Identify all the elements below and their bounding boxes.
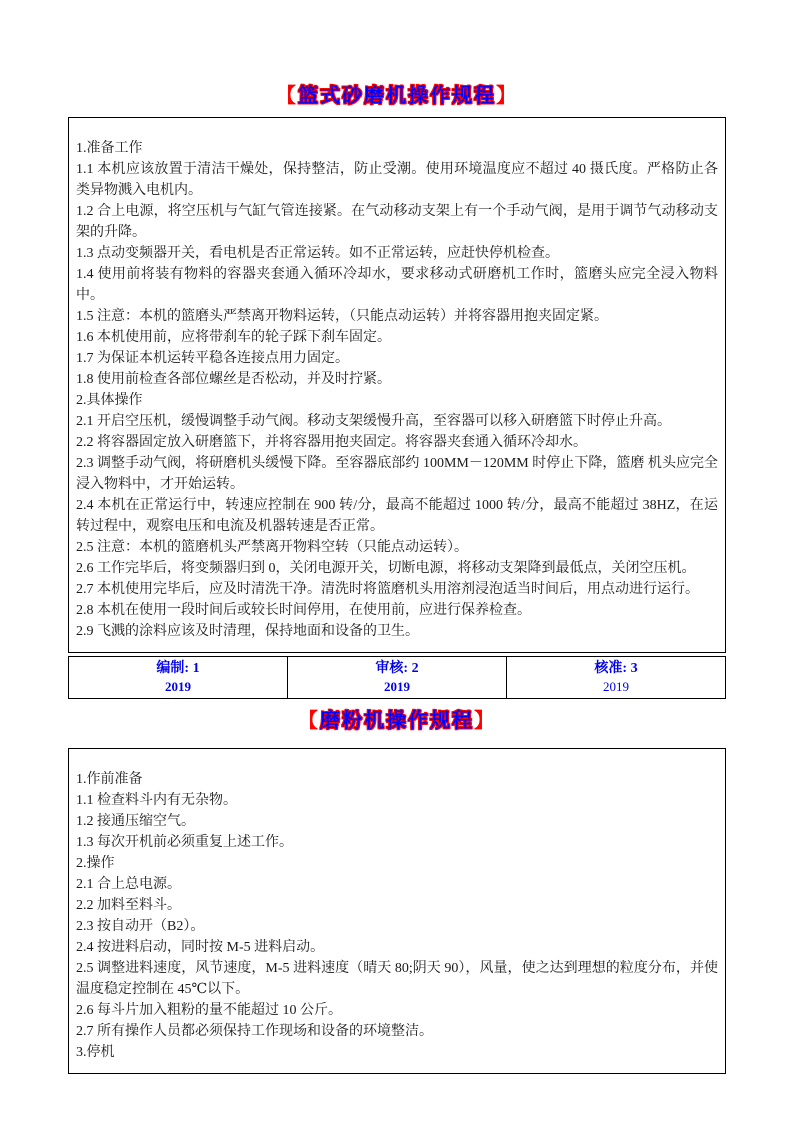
reviewed-by-label: 审核: 2 (375, 661, 419, 676)
approval-cell-approved-by (507, 657, 725, 698)
procedure-line: 2.4 本机在正常运行中，转速应控制在 900 转/分，最高不能超过 1000 转/分，最高不能超过 38HZ，在运转过程中，观察电压和电流及机器转速是否正常。 (76, 498, 718, 534)
procedure-line: 2.操作 (76, 856, 115, 871)
procedure-line: 2.2 将容器固定放入研磨篮下，并将容器用抱夹固定。将容器夹套通入循环冷却水。 (76, 435, 587, 450)
approved-by-year: 2019 (603, 679, 629, 694)
section1-title (68, 83, 726, 109)
reviewed-by-year: 2019 (384, 679, 410, 694)
approval-table (68, 656, 726, 699)
procedure-line: 2.3 调整手动气阀，将研磨机头缓慢下降。至容器底部约 100MM－120MM 时停止下降，篮磨 机头应完全浸入物料中，才开始运转。 (76, 456, 718, 492)
approval-cell-reviewed-by (288, 657, 507, 698)
procedure-line: 2.8 本机在使用一段时间后或较长时间停用，在使用前，应进行保养检查。 (76, 603, 531, 618)
procedure-line: 1.5 注意：本机的篮磨头严禁离开物料运转，（只能点动运转）并将容器用抱夹固定紧。 (76, 309, 608, 324)
procedure-line: 1.1 检查料斗内有无杂物。 (76, 793, 237, 808)
procedure-line: 2.6 工作完毕后，将变频器归到 0，关闭电源开关，切断电源，将移动支架降到最低点，关闭空压机。 (76, 561, 696, 576)
procedure-line: 2.7 本机使用完毕后，应及时清洗干净。清洗时将篮磨机头用溶剂浸泡适当时间后，用点动进行运行。 (76, 582, 699, 597)
procedure-line: 2.1 开启空压机，缓慢调整手动气阀。移动支架缓慢升高，至容器可以移入研磨篮下时停止升高。 (76, 414, 671, 429)
procedure-line: 2.2 加料至料斗。 (76, 898, 181, 913)
approval-cell-prepared-by (69, 657, 288, 698)
prepared-by-label: 编制: 1 (156, 661, 200, 676)
procedure-line: 1.作前准备 (76, 772, 143, 787)
procedure-line: 2.3 按自动开（B2）。 (76, 919, 205, 934)
prepared-by-year: 2019 (165, 679, 191, 694)
procedure-line: 1.6 本机使用前，应将带刹车的轮子踩下刹车固定。 (76, 330, 391, 345)
procedure-line: 1.8 使用前检查各部位螺丝是否松动，并及时拧紧。 (76, 372, 391, 387)
section2-title-bracket-left: 【 (298, 710, 320, 732)
section1-title-text: 篮式砂磨机操作规程 (298, 85, 496, 107)
procedure-line: 2.1 合上总电源。 (76, 877, 181, 892)
section1-procedure-box (68, 117, 726, 653)
section2-title-bracket-right: 】 (474, 710, 496, 732)
section2-title (68, 708, 726, 734)
procedure-line: 1.2 合上电源，将空压机与气缸气管连接紧。在气动移动支架上有一个手动气阀，是用于调节气动移动支架的升降。 (76, 204, 718, 240)
procedure-line: 1.4 使用前将装有物料的容器夹套通入循环冷却水，要求移动式研磨机工作时，篮磨头应完全浸入物料中。 (76, 267, 718, 303)
section1-title-bracket-left: 【 (276, 85, 298, 107)
procedure-line: 1.1 本机应该放置于清洁干燥处，保持整洁，防止受潮。使用环境温度应不超过 40 摄氏度。严格防止各类异物溅入电机内。 (76, 162, 718, 198)
procedure-line: 2.7 所有操作人员都必须保持工作现场和设备的环境整洁。 (76, 1024, 433, 1039)
procedure-line: 3.停机 (76, 1045, 115, 1060)
section1-title-bracket-right: 】 (496, 85, 518, 107)
procedure-line: 2.5 调整进料速度，风节速度，M-5 进料速度（晴天 80;阴天 90），风量，使之达到理想的粒度分布，并使温度稳定控制在 45℃以下。 (76, 961, 718, 997)
procedure-line: 1.2 接通压缩空气。 (76, 814, 195, 829)
procedure-line: 1.准备工作 (76, 141, 143, 156)
approved-by-label: 核准: 3 (594, 661, 638, 676)
procedure-line: 2.6 每斗片加入粗粉的量不能超过 10 公斤。 (76, 1003, 342, 1018)
procedure-line: 2.4 按进料启动，同时按 M-5 进料启动。 (76, 940, 325, 955)
procedure-line: 1.7 为保证本机运转平稳各连接点用力固定。 (76, 351, 349, 366)
procedure-line: 1.3 点动变频器开关，看电机是否正常运转。如不正常运转，应赶快停机检查。 (76, 246, 559, 261)
section2-title-text: 磨粉机操作规程 (320, 710, 474, 732)
section2-procedure-box (68, 748, 726, 1074)
procedure-line: 2.具体操作 (76, 393, 143, 408)
procedure-line: 2.5 注意：本机的篮磨机头严禁离开物料空转（只能点动运转）。 (76, 540, 468, 555)
procedure-line: 2.9 飞溅的涂料应该及时清理，保持地面和设备的卫生。 (76, 624, 419, 639)
procedure-line: 1.3 每次开机前必须重复上述工作。 (76, 835, 293, 850)
